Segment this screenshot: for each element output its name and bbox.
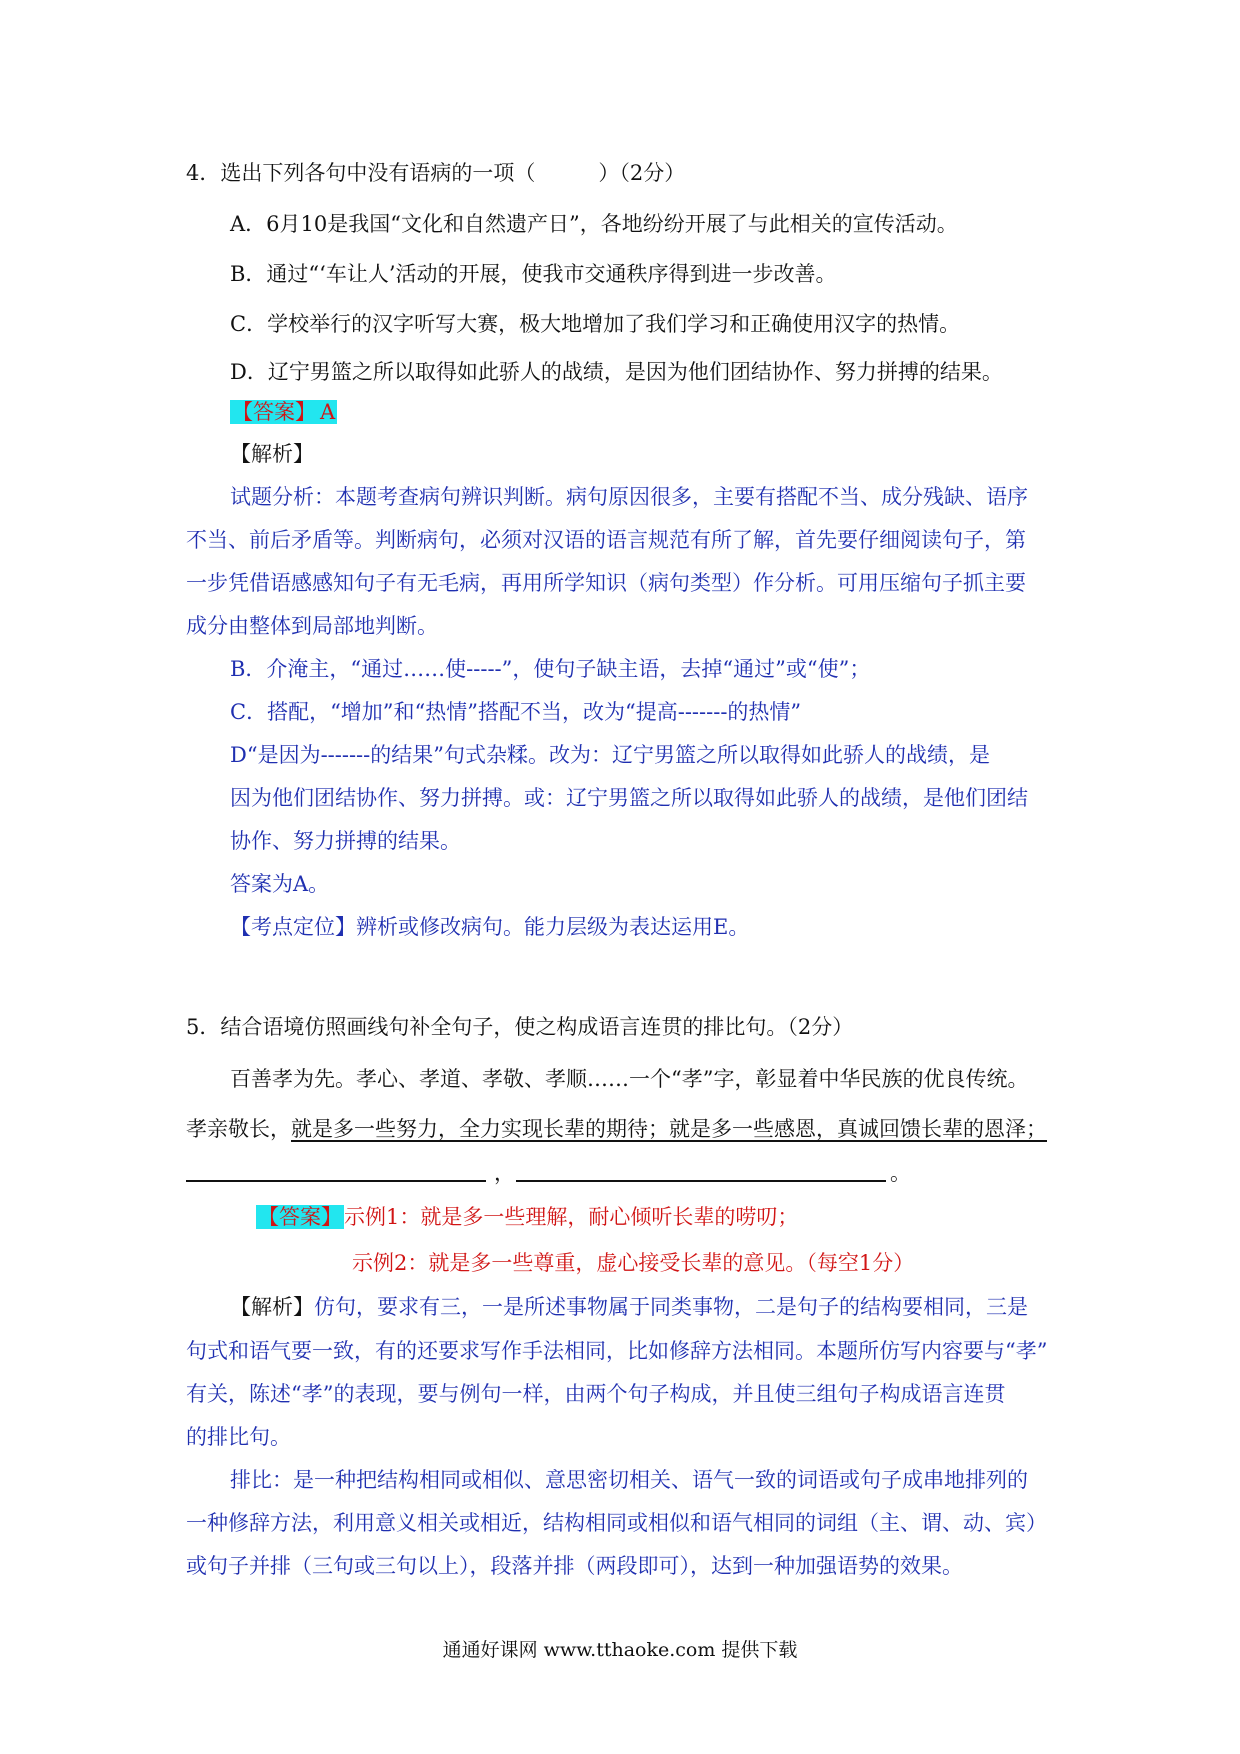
q4-stem: 4．选出下列各句中没有语病的一项（ ）（2分） [186, 161, 686, 185]
q5-stem: 5．结合语境仿照画线句补全句子，使之构成语言连贯的排比句。（2分） [186, 1015, 854, 1039]
q5-answer-blank-1[interactable] [186, 1180, 486, 1182]
q4-analysis-line: 一步凭借语感感知句子有无毛病，再用所学知识（病句类型）作分析。可用压缩句子抓主要 [186, 571, 1026, 595]
q4-analysis-line: D“是因为-------的结果”句式杂糅。改为：辽宁男篮之所以取得如此骄人的战绩，是 [230, 743, 990, 767]
q4-analysis-line: 因为他们团结协作、努力拼搏。或：辽宁男篮之所以取得如此骄人的战绩，是他们团结 [230, 786, 1028, 810]
q5-blank-end: 。 [890, 1161, 911, 1185]
q5-context-line: 百善孝为先。孝心、孝道、孝敬、孝顺……一个“孝”字，彰显着中华民族的优良传统。 [230, 1067, 1029, 1091]
q5-analysis-tag: 【解析】 [230, 1295, 314, 1319]
q4-answer-tag: 【答案】 [232, 400, 316, 424]
q4-kaodian: 【考点定位】辨析或修改病句。能力层级为表达运用E。 [230, 915, 750, 939]
q5-analysis-line: 的排比句。 [186, 1425, 291, 1449]
q5-blank-separator: ， [494, 1161, 515, 1185]
q4-option-d: D．辽宁男篮之所以取得如此骄人的战绩，是因为他们团结协作、努力拼搏的结果。 [230, 360, 1003, 384]
q4-analysis-line: 协作、努力拼搏的结果。 [230, 829, 461, 853]
q4-option-b: B．通过“‘车让人’活动的开展，使我市交通秩序得到进一步改善。 [230, 262, 837, 286]
q5-underlined-end: ； [1026, 1117, 1047, 1141]
q4-analysis-tag: 【解析】 [230, 442, 314, 466]
q5-underlined-sentence-1: 就是多一些努力，全力实现长辈的期待 [291, 1117, 648, 1141]
q5-answer-example-1 [256, 1202, 798, 1232]
q5-analysis-line: 句式和语气要一致，有的还要求写作手法相同，比如修辞方法相同。本题所仿写内容要与“孝” [186, 1339, 1048, 1363]
q4-analysis-line: C．搭配，“增加”和“热情”搭配不当，改为“提高-------的热情” [230, 700, 802, 724]
q5-answer-example-1-text: 示例1：就是多一些理解，耐心倾听长辈的唠叨； [344, 1205, 799, 1229]
q5-underlined-separator: ； [648, 1117, 669, 1141]
q4-analysis-line: B．介淹主，“通过……使-----”，使句子缺主语，去掉“通过”或“使”； [230, 657, 871, 681]
q5-context-line-underlined [186, 1114, 1047, 1144]
q5-context-prefix: 孝亲敬长， [186, 1117, 291, 1141]
q4-option-a: A．6月10是我国“文化和自然遗产日”，各地纷纷开展了与此相关的宣传活动。 [230, 212, 958, 236]
page-footer: 通通好课网 www.tthaoke.com 提供下载 [442, 1639, 798, 1661]
q5-answer-example-2: 示例2：就是多一些尊重，虚心接受长辈的意见。（每空1分） [352, 1251, 915, 1275]
q5-analysis-first-text: 仿句，要求有三，一是所述事物属于同类事物，二是句子的结构要相同，三是 [314, 1295, 1028, 1319]
q5-underlined-sentence-2: 就是多一些感恩，真诚回馈长辈的恩泽 [669, 1117, 1026, 1141]
q5-analysis-line: 或句子并排（三句或三句以上），段落并排（两段即可），达到一种加强语势的效果。 [186, 1554, 963, 1578]
q4-analysis-line: 试题分析：本题考查病句辨识判断。病句原因很多，主要有搭配不当、成分残缺、语序 [230, 485, 1028, 509]
q4-analysis-line: 成分由整体到局部地判断。 [186, 614, 438, 638]
q5-analysis-first-line [230, 1292, 1028, 1322]
q5-answer-tag: 【答案】 [258, 1205, 342, 1229]
q4-answer [230, 397, 337, 427]
q4-answer-value: A [320, 400, 336, 424]
q4-option-c: C．学校举行的汉字听写大赛，极大地增加了我们学习和正确使用汉字的热情。 [230, 312, 961, 336]
q5-answer-blank-2[interactable] [516, 1180, 886, 1182]
q4-analysis-line: 答案为A。 [230, 872, 330, 896]
q4-analysis-line: 不当、前后矛盾等。判断病句，必须对汉语的语言规范有所了解，首先要仔细阅读句子，第 [186, 528, 1026, 552]
q5-analysis-line: 一种修辞方法，利用意义相关或相近，结构相同或相似和语气相同的词组（主、谓、动、宾） [186, 1511, 1047, 1535]
q5-analysis-line: 排比：是一种把结构相同或相似、意思密切相关、语气一致的词语或句子成串地排列的 [230, 1468, 1028, 1492]
q5-analysis-line: 有关，陈述“孝”的表现，要与例句一样，由两个句子构成，并且使三组句子构成语言连贯 [186, 1382, 1006, 1406]
